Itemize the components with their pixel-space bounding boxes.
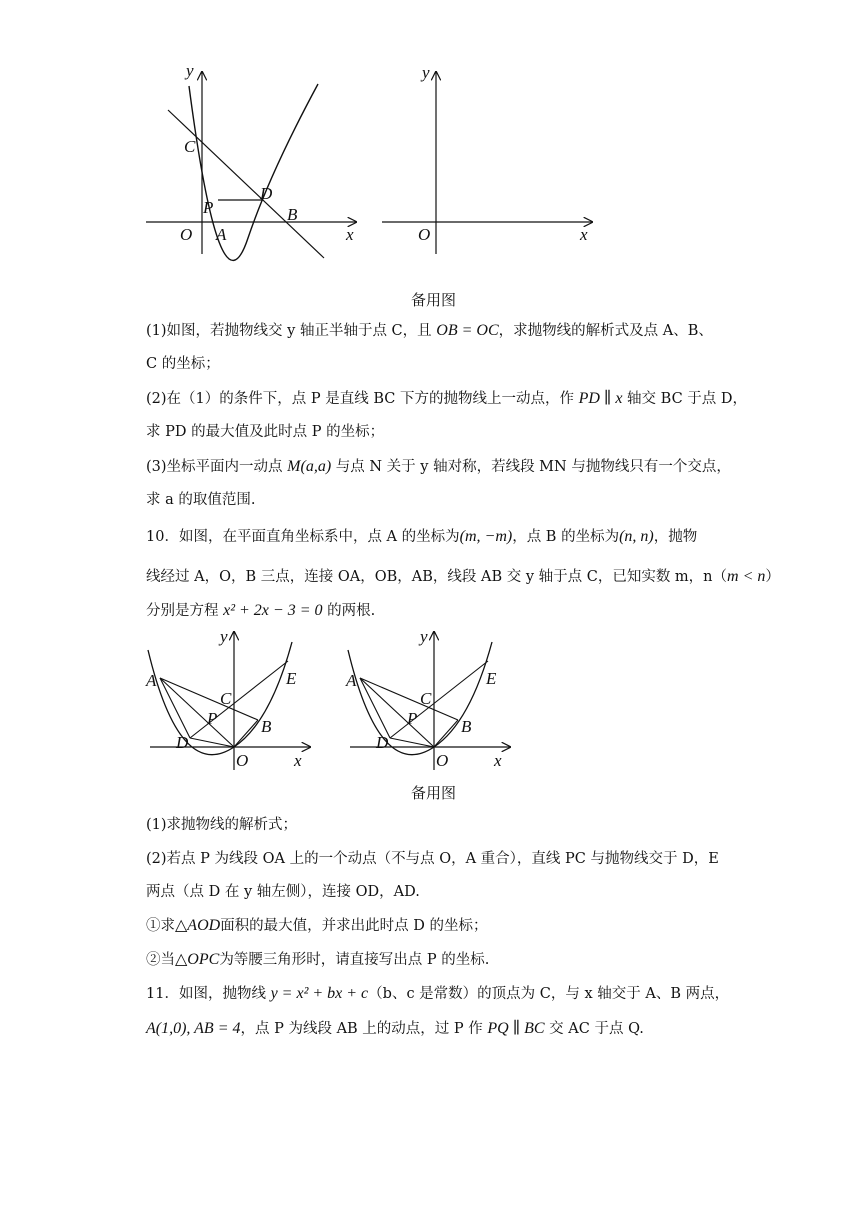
- spare-point-a-label: A: [346, 671, 357, 690]
- point-d-label: D: [260, 184, 273, 203]
- q9-part3-line1: (3)坐标平面内一动点 M(a,a) 与点 N 关于 y 轴对称，若线段 MN 与抛物线只有一个交点，: [146, 458, 731, 475]
- q10-part3: ①求△AOD面积的最大值，并求出此时点 D 的坐标；: [146, 917, 488, 934]
- y-axis-label: y: [220, 628, 228, 646]
- q10-part2-line1: (2)若点 P 为线段 OA 上的一个动点（不与点 O，A 重合），直线 PC 与抛物线交于 D，E: [146, 851, 719, 867]
- q10-part2-line2: 两点（点 D 在 y 轴左侧），连接 OD，AD.: [146, 884, 420, 900]
- spare-point-e-label: E: [486, 669, 497, 688]
- spare-point-p-label: P: [407, 709, 418, 728]
- q10-part4: ②当△OPC为等腰三角形时，请直接写出点 P 的坐标.: [146, 951, 490, 968]
- point-c-label: C: [184, 137, 196, 156]
- point-c-label: C: [220, 689, 232, 708]
- q10-line1: 10．如图，在平面直角坐标系中，点 A 的坐标为(m, −m)，点 B 的坐标为(n, n)，抛物: [146, 528, 698, 545]
- figure-10-caption: 备用图: [411, 784, 457, 802]
- q11-line2: A(1,0), AB = 4，点 P 为线段 AB 上的动点，过 P 作 PQ ∥ BC 交 AC 于点 Q.: [146, 1020, 644, 1037]
- q9-part3-line2: 求 a 的取值范围.: [146, 492, 256, 508]
- figure-10-main: [140, 628, 320, 774]
- point-b-label: B: [287, 205, 298, 224]
- figure-9-main: [140, 58, 370, 268]
- figure-9-spare: [378, 58, 598, 258]
- q11-line1: 11．如图，抛物线 y = x² + bx + c（b、c 是常数）的顶点为 C，与 x 轴交于 A、B 两点，: [146, 985, 730, 1002]
- x-axis-label: x: [294, 751, 302, 770]
- origin-label: O: [236, 751, 249, 770]
- x-axis-label: x: [346, 225, 354, 244]
- q9-part2-line1: (2)在（1）的条件下，点 P 是直线 BC 下方的抛物线上一动点，作 PD ∥ x 轴交 BC 于点 D，: [146, 390, 748, 407]
- q9-part1-line1: (1)如图，若抛物线交 y 轴正半轴于点 C，且 OB = OC，求抛物线的解析式及点 A、B、: [146, 322, 713, 339]
- point-e-label: E: [286, 669, 297, 688]
- spare-point-b-label: B: [461, 717, 472, 736]
- q9-part2-line2: 求 PD 的最大值及此时点 P 的坐标；: [146, 424, 385, 440]
- point-a-label: A: [216, 225, 227, 244]
- spare-x-label: x: [494, 751, 502, 770]
- figure-9-caption: 备用图: [411, 291, 457, 309]
- q9-part1-line2: C 的坐标；: [146, 356, 220, 372]
- point-b-label: B: [261, 717, 272, 736]
- q10-line2: 线经过 A，O，B 三点，连接 OA，OB，AB，线段 AB 交 y 轴于点 C，已知实数 m，n（m < n）: [146, 568, 780, 585]
- spare-origin-label: O: [436, 751, 449, 770]
- point-a-label: A: [146, 671, 157, 690]
- spare-y-label: y: [420, 628, 428, 646]
- spare-point-d-label: D: [376, 733, 389, 752]
- spare-point-c-label: C: [420, 689, 432, 708]
- spare-y-label: y: [422, 63, 430, 82]
- figure-10-spare: [340, 628, 520, 774]
- point-d-label: D: [176, 733, 189, 752]
- y-axis-label: y: [186, 61, 194, 80]
- point-p-label: P: [207, 709, 218, 728]
- spare-x-label: x: [580, 225, 588, 244]
- point-p-label: P: [203, 198, 214, 217]
- q10-part1: (1)求抛物线的解析式；: [146, 817, 298, 833]
- q10-line3: 分别是方程 x² + 2x − 3 = 0 的两根.: [146, 602, 376, 619]
- origin-label: O: [180, 225, 193, 244]
- spare-origin-label: O: [418, 225, 431, 244]
